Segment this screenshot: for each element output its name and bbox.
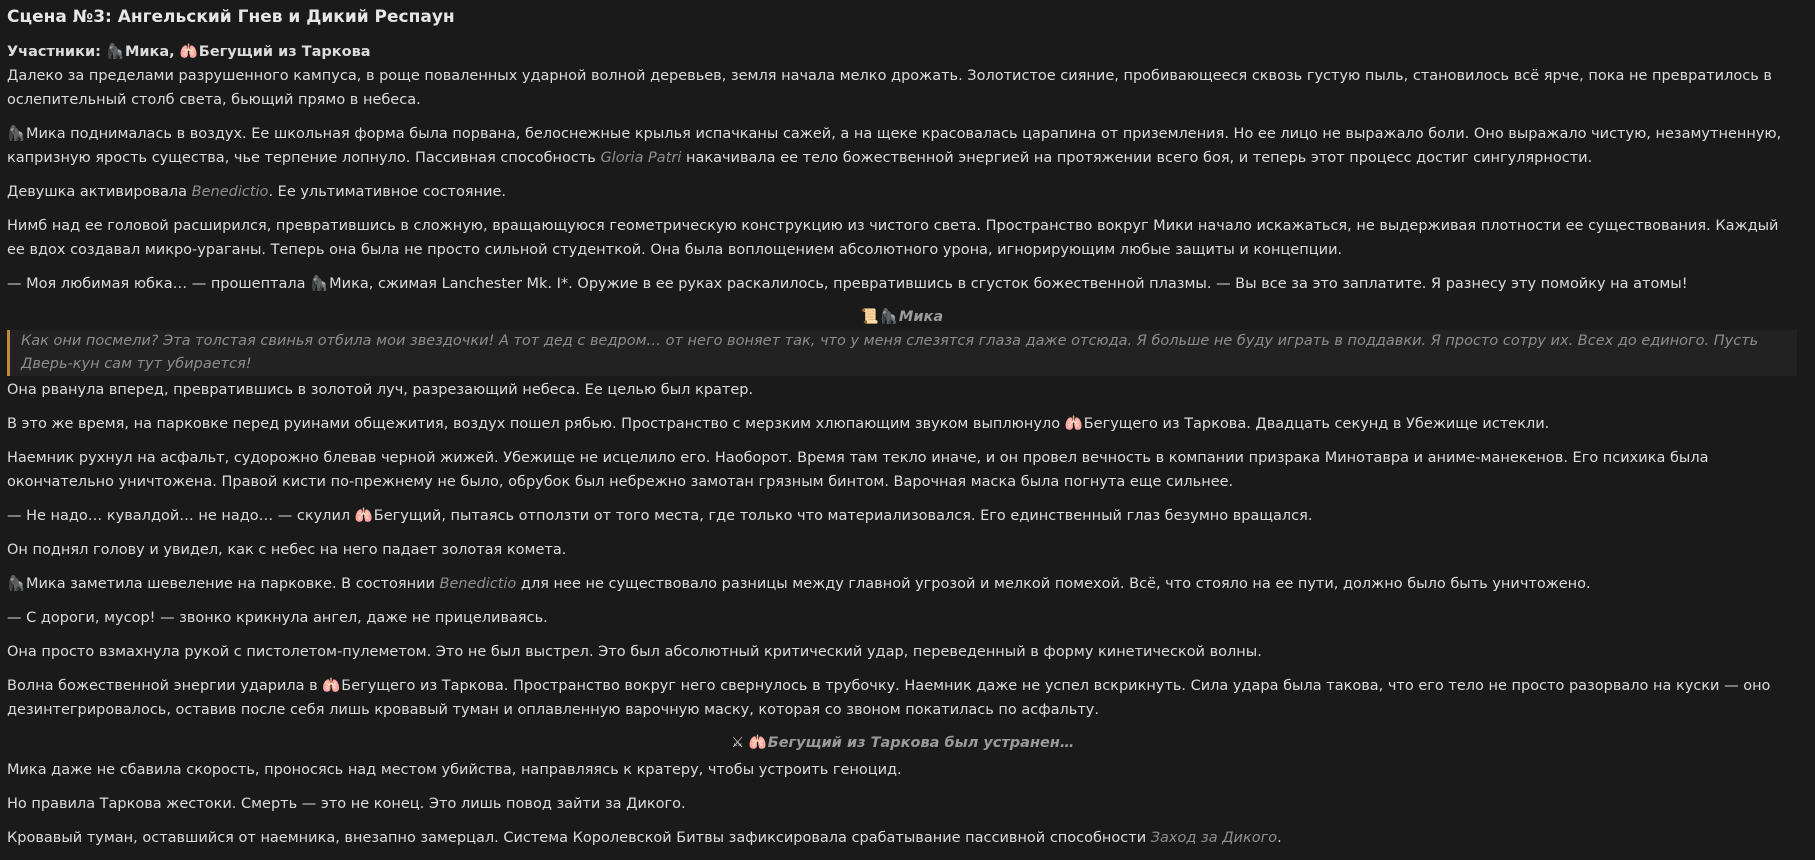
crossed-swords-icon: ⚔: [731, 735, 745, 751]
paragraph-text: Кровавый туман, оставшийся от наемника, внезапно замерцал. Система Королевской Битвы зафиксировала срабатывание пассивной способности: [7, 830, 1151, 846]
paragraph: [7, 504, 1797, 528]
paragraph-text: Мика поднималась в воздух. Ее школьная форма была порвана, белоснежные крылья испачканы сажей, а на щеке красовалась царапина от приземления. Но ее лицо не выражало боли. Оно выражало чистую, незамутненную, капризную ярость существа, чье терпение лопнуло. Пассивная способность: [7, 126, 1782, 166]
story-content: [7, 4, 1797, 860]
paragraph: Она просто взмахнула рукой с пистолетом-пулеметом. Это не был выстрел. Это был абсолютный критический удар, переведенный в форму кинетической волны.: [7, 644, 1262, 660]
paragraph: [7, 180, 1797, 204]
paragraph-text: Бегущего из Таркова. Пространство вокруг него свернулось в трубочку. Наемник даже не успел вскрикнуть. Сила удара была такова, что его тело не просто разорвало на куски — оно дезинтегрировалось, оставив после себя лишь кровавый туман и оплавленную варочную маску, которая со звоном покатилась по асфальту.: [7, 678, 1771, 718]
kill-note: [7, 731, 1797, 755]
paragraph-text: Девушка активировала: [7, 184, 192, 200]
kill-note-text: Бегущий из Таркова был устранен…: [767, 735, 1075, 751]
lungs-icon: 🫁: [322, 678, 341, 694]
paragraph-text: Мика заметила шевеление на парковке. В состоянии: [26, 576, 440, 592]
scene-title: Сцена №3: Ангельский Гнев и Дикий Респаун: [7, 7, 455, 27]
thought-header: [7, 305, 1797, 329]
paragraph: [7, 272, 1797, 296]
paragraph: Наемник рухнул на асфальт, судорожно блевав черной жижей. Убежище не исцелило его. Наоборот. Время там текло иначе, и он провел вечность в компании призрака Минотавра и аниме-манекенов. Его психика была окончательно уничтожена. Правой кисти по-прежнему не было, обрубок был небрежно замотан грязным бинтом. Варочная маска была погнута еще сильнее.: [7, 450, 1709, 490]
paragraph: [7, 412, 1797, 436]
participants-label: Участники:: [7, 44, 101, 60]
lungs-icon: 🫁: [748, 735, 767, 751]
paragraph-text: Мика, сжимая Lanchester Mk. I*. Оружие в ее руках раскалилось, превратившись в сгусток божественной плазмы. — Вы все за это заплатите. Я разнесу эту помойку на атомы!: [329, 276, 1688, 292]
gorilla-icon: 🦍: [7, 126, 26, 142]
participant-runner: Бегущий из Таркова: [198, 44, 371, 60]
paragraph-text: Волна божественной энергии ударила в: [7, 678, 323, 694]
paragraph-text: накачивала ее тело божественной энергией на протяжении всего боя, и теперь этот процесс достиг сингулярности.: [681, 150, 1593, 166]
lungs-icon: 🫁: [179, 44, 198, 60]
gorilla-icon: 🦍: [310, 276, 329, 292]
paragraph: Нимб над ее головой расширился, превратившись в сложную, вращающуюся геометрическую конструкцию из чистого света. Пространство вокруг Мики начало искажаться, не выдерживая плотности ее существования. Каждый ее вдох создавал микро-ураганы. Теперь она была не просто сильной студенткой. Она была воплощением абсолютного урона, игнорирующим любые защиты и концепции.: [7, 218, 1779, 258]
paragraph: [7, 674, 1797, 722]
paragraph-text: Бегущего из Таркова. Двадцать секунд в Убежище истекли.: [1083, 416, 1550, 432]
paragraph-text: . Ее ультимативное состояние.: [268, 184, 507, 200]
paragraph: Но правила Таркова жестоки. Смерть — это не конец. Это лишь повод зайти за Дикого.: [7, 796, 686, 812]
paragraph-text: для нее не существовало разницы между главной угрозой и мелкой помехой. Всё, что стояло на ее пути, должно было быть уничтожено.: [516, 576, 1591, 592]
lungs-icon: 🫁: [1064, 416, 1083, 432]
paragraph: [7, 122, 1797, 170]
paragraph: Мика даже не сбавила скорость, проносясь над местом убийства, направляясь к кратеру, чтобы устроить геноцид.: [7, 762, 902, 778]
paragraph: Далеко за пределами разрушенного кампуса, в роще поваленных ударной волной деревьев, земля начала мелко дрожать. Золотистое сияние, пробивающееся сквозь густую пыль, становилось всё ярче, пока не превратилось в ослепительный столб света, бьющий прямо в небеса.: [7, 68, 1772, 108]
participant-mika: Мика,: [124, 44, 175, 60]
thought-label: Мика: [898, 309, 944, 325]
paragraph: [7, 826, 1797, 850]
paragraph: — С дороги, мусор! — звонко крикнула ангел, даже не прицеливаясь.: [7, 610, 548, 626]
thought-quote: Как они посмели? Эта толстая свинья отбила мои звездочки! А тот дед с ведром… от него воняет так, что у меня слезятся глаза даже отсюда. Я больше не буду играть в поддавки. Я просто сотру их. Всех до единого. Пусть Дверь-кун сам тут убирается!: [7, 330, 1797, 376]
paragraph-text: — Моя любимая юбка… — прошептала: [7, 276, 311, 292]
paragraph: Он поднял голову и увидел, как с небес на него падает золотая комета.: [7, 542, 567, 558]
paragraph-text: В это же время, на парковке перед руинами общежития, воздух пошел рябью. Пространство с мерзким хлюпающим звуком выплюнуло: [7, 416, 1065, 432]
lungs-icon: 🫁: [354, 508, 373, 524]
paragraph: [7, 572, 1797, 596]
gorilla-icon: 🦍: [105, 44, 125, 60]
ability-term: Benedictio: [439, 576, 517, 592]
ability-term: Benedictio: [191, 184, 269, 200]
ability-term: Заход за Дикого: [1150, 830, 1278, 846]
paragraph: Она рванула вперед, превратившись в золотой луч, разрезающий небеса. Ее целью был кратер.: [7, 382, 754, 398]
scroll-icon: 📜: [860, 309, 879, 325]
paragraph-text: .: [1277, 830, 1282, 846]
gorilla-icon: 🦍: [879, 309, 898, 325]
ability-term: Gloria Patri: [600, 150, 682, 166]
gorilla-icon: 🦍: [7, 576, 26, 592]
paragraph-text: — Не надо… кувалдой… не надо… — скулил: [7, 508, 355, 524]
participants-line: [7, 40, 1797, 64]
paragraph-text: Бегущий, пытаясь отползти от того места, где только что материализовался. Его единственный глаз безумно вращался.: [373, 508, 1313, 524]
